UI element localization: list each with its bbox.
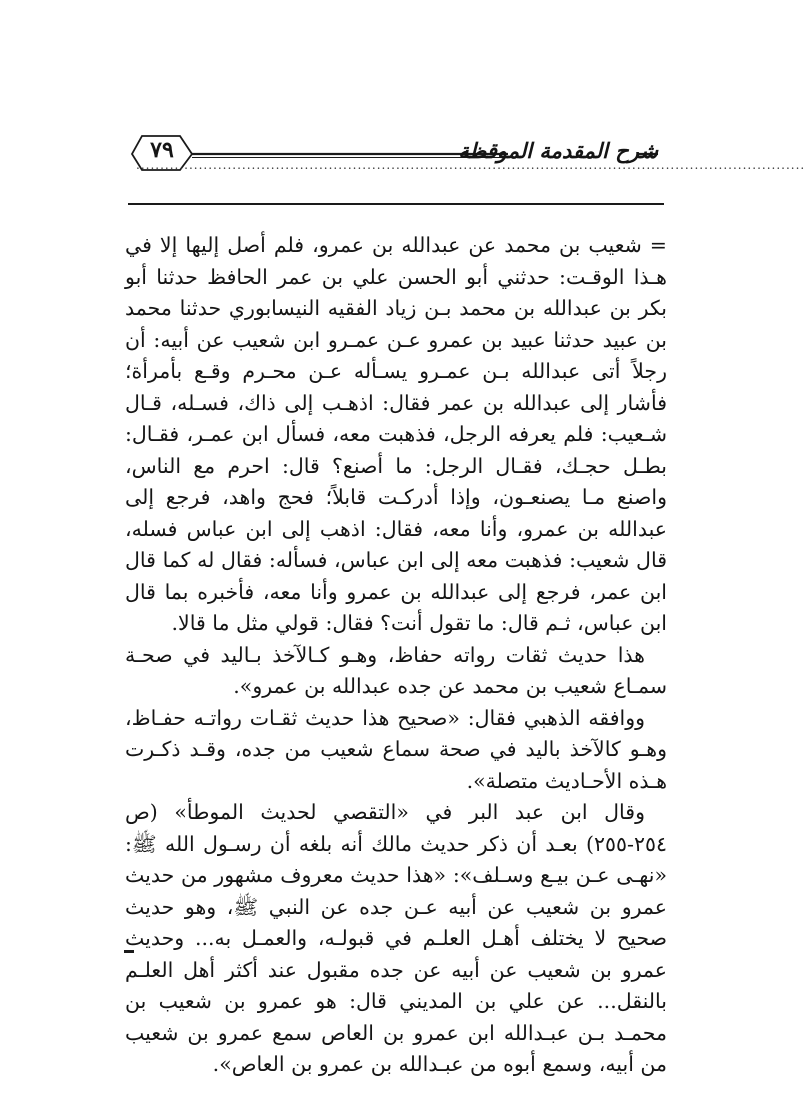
paragraph: ووافقه الذهبي فقال: «صحيح هذا حديث ثقـات رواتـه حفـاظ، وهـو كالآخذ باليد في صحة سماع شعيب من جده، وقـد ذكـرت هـذه الأحـاديث متصلة». <box>125 705 667 793</box>
running-title: شرح المقدمة الموقظة <box>458 138 658 163</box>
end-mark <box>124 950 134 953</box>
dotted-separator: ........................................................................................................................................... <box>136 158 805 172</box>
header-rule <box>128 203 664 205</box>
page-header <box>128 132 805 177</box>
paragraph: وقال ابن عبد البر في «التقصي لحديث الموطأ» (ص ٢٥٤-٢٥٥) بعـد أن ذكر حديث مالك أنه بلغه أن رسـول الله ﷺ: «نهـى عـن بيـع وسـلف»: «هذا حديث معروف مشهور من حديث عمرو بن شعيب عن أبيه عـن جده عن النبي ﷺ، وهو حديث صحيح لا يختلف أهـل العلـم في قبولـه، والعمـل به... وحديث عمرو بن شعيب عن أبيه عن جده مقبول عند أكثر أهل العلـم بالنقل... عن علي بن المديني قال: هو عمرو بن شعيب بن محمـد بـن عبـدالله ابن عمرو بن العاص سمع عمرو بن شعيب من أبيه، وسمع أبوه من عبـدالله بن عمرو بن العاص». <box>125 800 667 1076</box>
paragraph: هذا حديث ثقات رواته حفاظ، وهـو كـالآخذ بـاليد في صحـة سمـاع شعيب بن محمد عن جده عبدالله بن عمرو». <box>125 642 667 698</box>
paragraph: = شعيب بن محمد عن عبدالله بن عمرو، فلم أصل إليها إلا في هـذا الوقـت: حدثني أبو الحسن علي بن عمر الحافظ حدثنا أبو بكر بن عبدالله بن محمد بـن زياد الفقيه النيسابوري حدثنا محمد بن عبيد حدثنا عبيد بن عمرو عـن عمـرو ابن شعيب عن أبيه: أن رجلاً أتى عبدالله بـن عمـرو يسـأله عـن محـرم وقـع بأمرأة؛ فأشار إلى عبدالله بن عمر فقال: اذهـب إلى ذاك، فسـله، قـال شـعيب: فلم يعرفه الرجل، فذهبت معه، فسأل ابن عمـر، فقـال: بطـل حجـك، فقـال الرجل: ما أصنع؟ قال: احرم مع الناس، واصنع مـا يصنعـون، وإذا أدركـت قابلاً؛ فحج واهد، فرجع إلى عبدالله بن عمرو، وأنا معه، فقال: اذهب إلى ابن عباس فسله، قال شعيب: فذهبت معه إلى ابن عباس، فسأله: فقال له كما قال ابن عمر، فرجع إلى عبدالله بن عمرو وأنا معه، فأخبره بما قال ابن عباس، ثـم قال: ما تقول أنت؟ فقال: قولي مثل ما قالا. <box>125 233 667 635</box>
body-text <box>125 230 667 1081</box>
page-number: ٧٩ <box>150 137 174 163</box>
